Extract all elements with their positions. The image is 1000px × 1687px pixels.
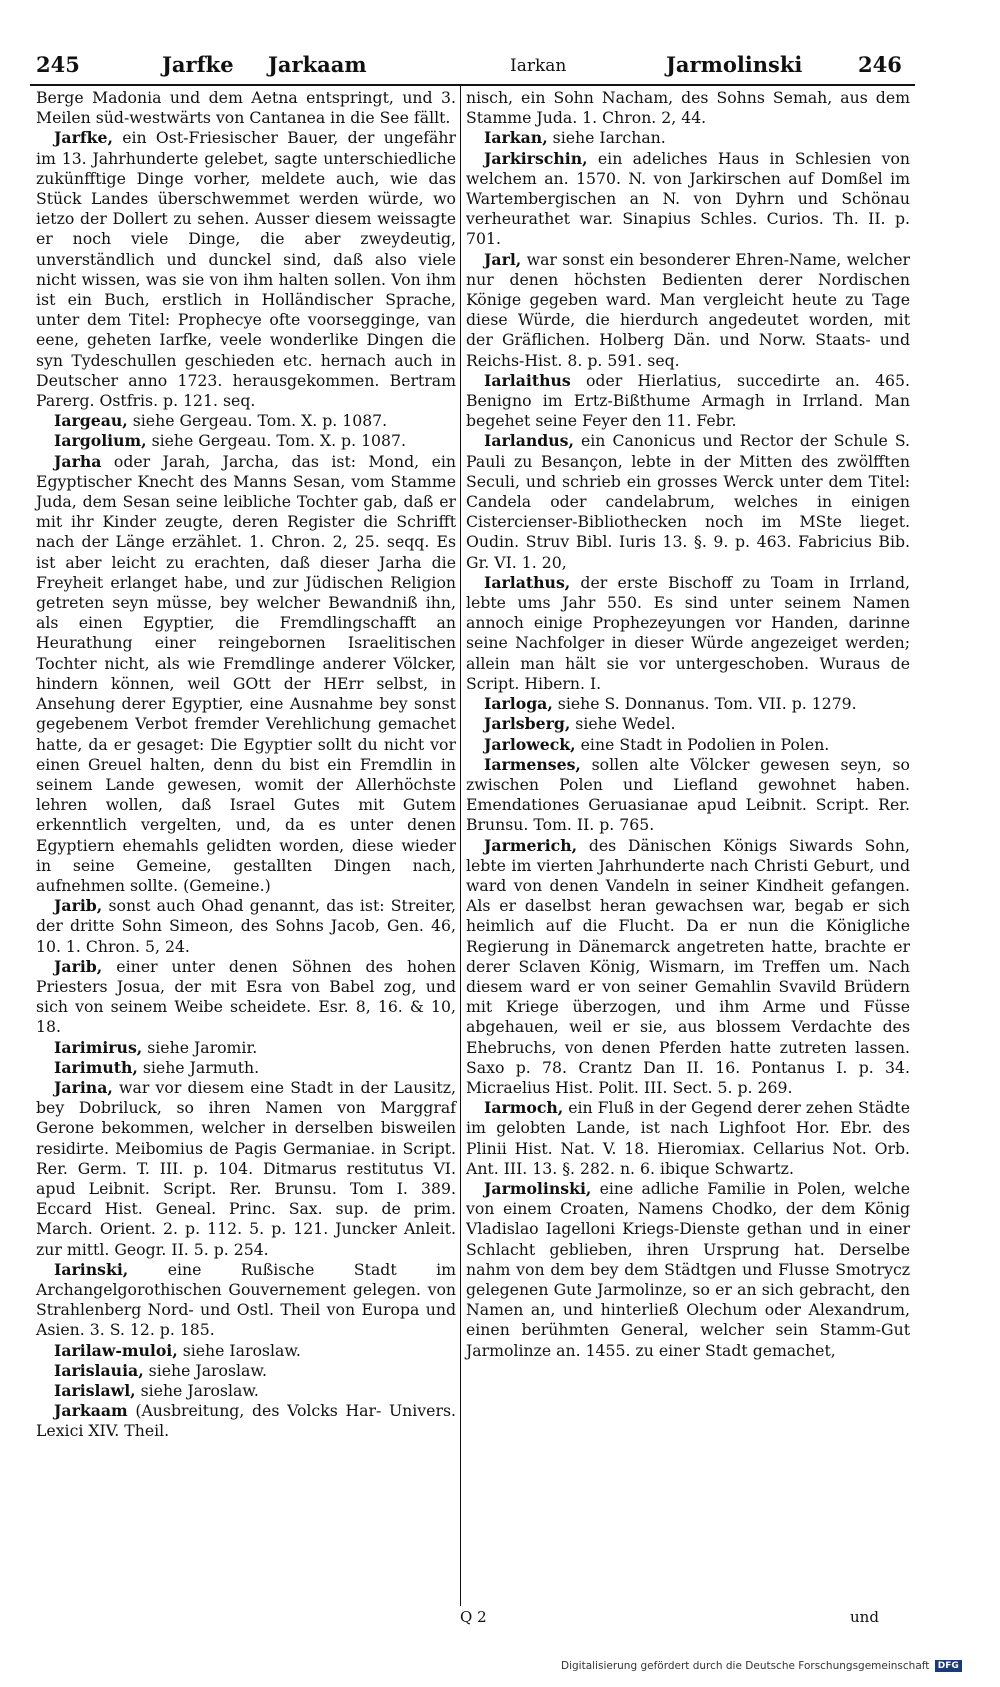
lexicon-entry <box>36 1401 456 1441</box>
continued-text <box>466 88 910 128</box>
entry-headword: Jarl, <box>484 249 522 269</box>
entry-text: ein Fluß in der Gegend derer zehen Städte im gelobten Lande, ist nach Lighfoot Hor. Ebr. des Plinii Hist. Nat. V. 18. Hieromiax. Cellarius Not. Orb. Ant. III. 13. §. 282. n. 6. ibique Schwartz. <box>466 1098 910 1178</box>
lexicon-entry <box>36 1038 456 1058</box>
entry-headword: Iarlathus, <box>484 572 571 592</box>
digitization-footer <box>561 1660 962 1672</box>
signature-mark: Q 2 <box>460 1608 487 1626</box>
entry-text: des Dänischen Königs Siwards Sohn, lebte im vierten Jahrhunderte nach Christi Geburt, und ward von denen Vandeln in seiner Kindheit gefangen. Als er daselbst heran gewachsen war, begab er sich heimlich auf die Flucht. Da er nun die Königliche Regierung in Dänemarck angetreten hatte, brachte er derer Sclaven König, Wismarn, im Treffen um. Nach diesem ward er von seiner Gemahlin Svavild Brüdern mit Kriege überzogen, und ihm Arme und Füsse abgehauen, weil er sie, aus blossem Verdachte des Ehebruchs, von denen Pferden hatte zutreten lassen. Saxo p. 78. Crantz Dan II. 16. Pontanus I. p. 34. Micraelius Hist. Polit. III. Sect. 5. p. 269. <box>466 835 910 1097</box>
entry-headword: Jarha <box>54 451 102 471</box>
entry-text: siehe Iarchan. <box>547 128 666 148</box>
entry-headword: Jarkirschin, <box>484 148 588 168</box>
entry-text: ein adeliches Haus in Schlesien von welchem an. 1570. N. von Jarkirschen auf Domßel im Wartembergischen an N. von Dyhrn und Schönau verheurathet war. Sinapius Schles. Curios. Th. II. p. 701. <box>466 148 910 249</box>
entry-headword: Iarilaw-muloi, <box>54 1340 178 1360</box>
page-number-left: 245 <box>36 52 80 77</box>
entry-headword: Iarloga, <box>484 694 553 714</box>
lexicon-entry <box>466 755 910 836</box>
entry-headword: Jarlsberg, <box>484 714 571 734</box>
entry-headword: Jarib, <box>54 956 103 976</box>
left-column <box>36 88 456 1442</box>
dfg-logo-icon: DFG <box>935 1660 962 1672</box>
entry-text: war vor diesem eine Stadt in der Lausitz, bey Dobriluck, so ihren Namen von Marggraf Gerone bekommen, welcher in derselben bisweilen residirte. Meibomius de Pagis Germaniae. in Script. Rer. Germ. T. III. p. 104. Ditmarus restitutus VI. apud Leibnit. Script. Rer. Brunsu. Tom I. 389. Eccard Hist. Geneal. Princ. Sax. sup. de prim. March. Orient. 2. p. 112. 5. p. 121. Juncker Anleit. zur mittl. Geogr. II. 5. p. 254. <box>36 1077 456 1259</box>
right-catchword-2: Jarmolinski <box>666 52 803 77</box>
entry-text: siehe Wedel. <box>570 714 676 734</box>
entry-headword: Iarlaithus <box>484 370 571 390</box>
entry-headword: Iargolium, <box>54 431 147 451</box>
entry-headword: Iarmoch, <box>484 1098 564 1118</box>
entry-headword: Iarislawl, <box>54 1381 136 1400</box>
lexicon-entry <box>466 694 910 714</box>
continued-text <box>36 88 456 128</box>
left-catchword-1: Jarfke <box>162 52 234 77</box>
entry-headword: Jarib, <box>54 896 103 916</box>
lexicon-entry <box>36 411 456 431</box>
entry-text: sollen alte Völcker gewesen seyn, so zwischen Polen und Liefland gewohnet haben. Emendationes Geruasianae apud Leibnit. Script. Rer. Brunsu. Tom. II. p. 765. <box>466 754 910 835</box>
lexicon-entry <box>466 1098 910 1179</box>
entry-text: war sonst ein besonderer Ehren-Name, welcher nur denen höchsten Bedienten derer Nordischen Könige gegeben ward. Man vergleicht heute zu Tage diese Würde, die hierdurch angedeutet worden, mit der Gräflichen. Holberg Dän. und Norw. Staats- und Reichs-Hist. 8. p. 591. seq. <box>466 249 910 370</box>
entry-headword: Jarloweck, <box>484 734 576 754</box>
lexicon-entry <box>36 1058 456 1078</box>
entry-text: siehe S. Donnanus. Tom. VII. p. 1279. <box>552 694 857 714</box>
entry-text: siehe Jaroslaw. <box>135 1381 259 1400</box>
entry-text: eine Rußische Stadt im Archangelgorothischen Gouvernement gelegen. von Strahlenberg Nord- und Ostl. Theil von Europa und Asien. 3. S. 12. p. 185. <box>36 1259 456 1340</box>
entry-text: siehe Jaromir. <box>142 1037 258 1057</box>
running-header <box>36 52 906 88</box>
catchword: und <box>850 1608 879 1626</box>
lexicon-entry <box>466 1179 910 1361</box>
lexicon-entry <box>466 149 910 250</box>
entry-text: oder Hierlatius, succedirte an. 465. Benigno im Ertz-Bißthume Armagh in Irrland. Man begehet seine Feyer den 11. Febr. <box>466 370 910 431</box>
entry-headword: Iarlandus, <box>484 431 574 451</box>
lexicon-entry <box>36 957 456 1038</box>
entry-headword: Iarmenses, <box>484 754 581 774</box>
lexicon-entry <box>36 896 456 957</box>
entry-text: einer unter denen Söhnen des hohen Priesters Josua, der mit Esra von Babel zog, und sich von seinem Weibe scheidete. Esr. 8, 16. & 10, 18. <box>36 956 456 1037</box>
entry-text: eine adliche Familie in Polen, welche von einem Croaten, Namens Chodko, der dem König Vladislao Iagelloni Kriegs-Dienste gethan und in einer Schlacht geblieben, ihren Ursprung hat. Derselbe nahm von dem bey dem Städtgen und Flusse Smotrycz gelegenen Gute Jarmolinze, so er an sich gebracht, den Namen an, und hinterließ Olechum oder Alexandrum, einen berühmten General, welcher sein Stamm-Gut Jarmolinze an. 1455. zu einer Stadt gemachet, <box>466 1178 910 1360</box>
footer-text: Digitalisierung gefördert durch die Deutsche Forschungsgemeinschaft <box>561 1660 930 1672</box>
lexicon-entry <box>36 431 456 451</box>
entry-headword: Iarinski, <box>54 1259 129 1279</box>
lexicon-entry <box>466 371 910 432</box>
entry-text: Berge Madonia und dem Aetna entspringt, und 3. Meilen süd-westwärts von Cantanea in die See fällt. <box>36 88 456 128</box>
lexicon-entry <box>466 128 910 148</box>
entry-text: siehe Iaroslaw. <box>177 1340 301 1360</box>
page-number-right: 246 <box>858 52 902 77</box>
lexicon-entry <box>36 1341 456 1361</box>
header-rule <box>30 84 915 86</box>
left-catchword-2: Jarkaam <box>268 52 367 77</box>
entry-text: oder Jarah, Jarcha, das ist: Mond, ein Egyptischer Knecht des Manns Sesan, vom Stamme Juda, dem Sesan seine leibliche Tochter gab, daß er mit ihr Kinder zeugte, deren Register die Schrifft nach der Länge erzählet. 1. Chron. 2, 25. seqq. Es ist aber leicht zu erachten, daß dieser Jarha die Freyheit erlanget habe, und zur Jüdischen Religion getreten seyn müsse, bey welcher Bewandniß ihn, als einen Egyptier, die Fremdlingschafft an Heurathung einer reingebornen Israelitischen Tochter nicht, als wie Fremdlinge anderer Völcker, hindern können, weil GOtt der HErr selbst, in Ansehung derer Egyptier, eine Ausnahme bey sonst gegebenem Verbot fremder Verehlichung gemachet hatte, da er gesaget: Die Egyptier sollt du nicht vor einen Greuel halten, denn du bist ein Fremdlin in seinem Lande gewesen, womit der Allerhöchste lehren wollen, daß Israel Gutes mit Gutem erkenntlich vergelten, und, da es unter denen Egyptiern ehemahls gelidten worden, diese wieder in seine Gemeine, gestallten Dingen nach, aufnehmen sollte. (Gemeine.) <box>36 451 456 895</box>
right-column <box>466 88 910 1361</box>
lexicon-entry <box>36 1078 456 1260</box>
entry-headword: Jarkaam <box>54 1401 128 1421</box>
entry-text: siehe Jarmuth. <box>137 1057 260 1077</box>
right-catchword-1: Iarkan <box>510 56 567 76</box>
entry-headword: Jarina, <box>54 1077 113 1097</box>
entry-text: der erste Bischoff zu Toam in Irrland, lebte ums Jahr 550. Es sind unter seinem Namen annoch einige Prophezeyungen vor Handen, darinne seine Nachfolger in dieser Würde angezeiget werden; allein man hält sie vor untergeschoben. Wuraus de Script. Hibern. I. <box>466 572 910 693</box>
entry-headword: Jarfke, <box>54 128 113 148</box>
lexicon-entry <box>466 836 910 1099</box>
lexicon-entry <box>36 1381 456 1401</box>
lexicon-entry <box>466 250 910 371</box>
entry-text: siehe Gergeau. Tom. X. p. 1087. <box>146 431 406 451</box>
lexicon-entry <box>466 735 910 755</box>
entry-text: siehe Jaroslaw. <box>143 1360 267 1380</box>
entry-headword: Iargeau, <box>54 411 128 431</box>
entry-headword: Iarislauia, <box>54 1360 144 1380</box>
entry-headword: Jarmolinski, <box>484 1178 592 1198</box>
lexicon-entry <box>466 714 910 734</box>
column-divider <box>460 86 461 1606</box>
entry-text: sonst auch Ohad genannt, das ist: Streiter, der dritte Sohn Simeon, des Sohns Jacob, Gen. 46, 10. 1. Chron. 5, 24. <box>36 896 456 956</box>
entry-text: nisch, ein Sohn Nacham, des Sohns Semah, aus dem Stamme Juda. 1. Chron. 2, 44. <box>466 88 910 128</box>
entry-text: ein Canonicus und Rector der Schule S. Pauli zu Besançon, lebte in der Mitten des zwölfften Seculi, und schrieb ein grosses Werck unter dem Titel: Candela oder candelabrum, welches in einigen Cistercienser-Bibliothecken noch im MSte lieget. Oudin. Struv Bibl. Iuris 13. §. 9. p. 463. Fabricius Bib. Gr. VI. 1. 20, <box>466 431 910 572</box>
lexicon-entry <box>36 1260 456 1341</box>
entry-headword: Iarkan, <box>484 128 548 148</box>
entry-text: ein Ost-Friesischer Bauer, der ungefähr im 13. Jahrhunderte gelebet, sagte unterschiedliche zukünfftige Dinge vorher, meldete auch, wie das Stück Landes überschwemmet werden würde, wo ietzo der Dollert zu sehen. Ausser diesem weissagte er noch viele Dinge, die aber zweydeutig, unverständlich und dunckel sind, daß also viele nicht wissen, was sie von ihm halten sollen. Von ihm ist ein Buch, erstlich in Holländischer Sprache, unter dem Titel: Prophecye ofte voorseggingе, van eene, geheten Iarfke, veele wonderlike Dingen die syn Tydeschullen geschieden etc. hernach auch in Deutscher anno 1723. herausgekommen. Bertram Parerg. Ostfris. p. 121. seq. <box>36 128 456 411</box>
entry-headword: Iarimirus, <box>54 1037 143 1057</box>
entry-text: siehe Gergeau. Tom. X. p. 1087. <box>127 411 388 431</box>
lexicon-entry <box>466 573 910 694</box>
lexicon-entry <box>36 128 456 411</box>
entry-headword: Jarmerich, <box>484 835 578 855</box>
lexicon-entry <box>36 1361 456 1381</box>
lexicon-entry <box>36 452 456 896</box>
lexicon-entry <box>466 431 910 572</box>
entry-text: (Ausbreitung, des Volcks Har- Univers. Lexici XIV. Theil. <box>36 1401 456 1441</box>
entry-text: eine Stadt in Podolien in Polen. <box>575 734 830 754</box>
entry-headword: Iarimuth, <box>54 1057 138 1077</box>
